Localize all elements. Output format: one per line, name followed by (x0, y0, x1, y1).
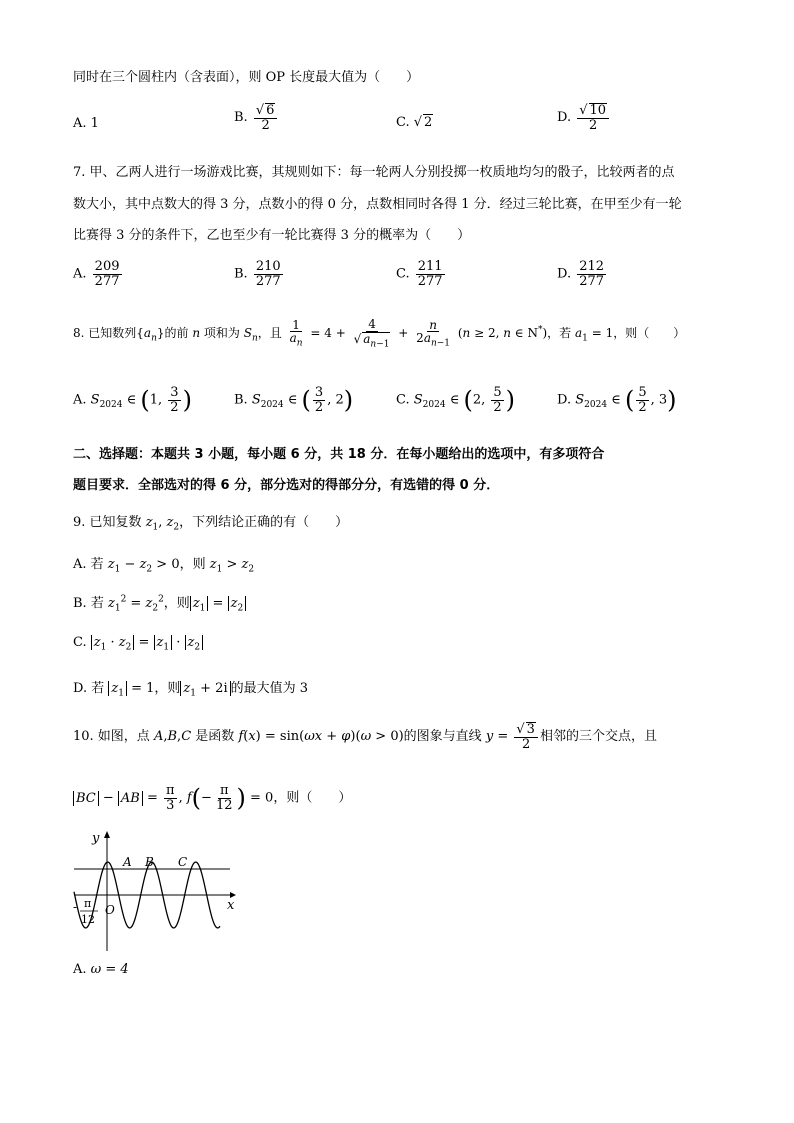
section-2-heading-line-2: 题目要求．全部选对的得 6 分，部分选对的得部分分，有选错的得 0 分． (73, 478, 500, 493)
x-axis-label: x (227, 898, 235, 913)
q7-stem-line-2: 数大小，其中点数大的得 3 分，点数小的得 0 分，点数相同时各得 1 分．经过三轮比赛，在甲至少有一轮 (73, 197, 682, 212)
twelve-label: 12 (81, 913, 95, 926)
q6-stem-tail: 同时在三个圆柱内（含表面），则 OP 长度最大值为（ ） (73, 70, 420, 85)
q7-stem-line-3: 比赛得 3 分的条件下，乙也至少有一轮比赛得 3 分的概率为（ ） (73, 228, 471, 243)
q6-option-d: D. $\frac{√ 10}{2}$ (557, 103, 611, 132)
neg-sign-label: - (73, 900, 78, 914)
q10-option-a: A. ω = 4 (73, 962, 129, 977)
q7-option-b: B. $\frac{210}{277}$ (234, 259, 281, 289)
y-axis-arrow (104, 831, 110, 838)
q10-stem-line-1: 10. 如图，点 A,B,C 是函数 f(x) = sin(ωx + φ)(ω > 0)的图象与直线 y = $\frac{√ 3}{2}$ 相邻的三个交点，且 (73, 722, 657, 752)
q6-option-a: A. 1 (73, 116, 99, 131)
q9-option-d: D. 若 $z_1 = 1$，则 $z_1 + 2i$ 的最大值为 3 (73, 681, 309, 699)
point-a-label: A (123, 855, 132, 869)
q7-option-c: C. $\frac{211}{277}$ (396, 259, 443, 289)
q9-stem: 9. 已知复数 $z_1$, $z_2$，下列结论正确的有（ ） (73, 515, 349, 533)
origin-label: O (105, 903, 115, 917)
point-c-label: C (178, 855, 188, 869)
q7-option-a: A. $\frac{209}{277}$ (73, 259, 120, 289)
q7-stem-line-1: 7. 甲、乙两人进行一场游戏比赛，其规则如下：每一轮两人分别投掷一枚质地均匀的骰子，比较两者的点 (73, 165, 675, 180)
pi-label: π (84, 897, 92, 910)
q7-option-d: D. $\frac{212}{277}$ (557, 259, 605, 289)
y-axis-label: y (92, 831, 100, 846)
q8-option-d: D. $S_{2024}$ ∈ ( $\frac{5}{2}$ , 3) (557, 385, 677, 415)
q8-stem: 8. 已知数列$\{a_n\}$的前 n 项和为 $S_n$，且 $\frac{1}{a_n}$ = 4 + $\frac{4}{√ a_{n-1}}$ + $\frac{n}{2a_{n-1}}$ (n ≥ 2, n ∈ N*)，若 $a_1 = 1$，则（ ） (73, 317, 686, 349)
section-2-heading-line-1: 二、选择题：本题共 3 小题，每小题 6 分，共 18 分．在每小题给出的选项中，有多项符合 (73, 447, 605, 462)
q8-option-b: B. $S_{2024}$ ∈ ( $\frac{3}{2}$ , 2) (234, 385, 354, 415)
q8-option-a: A. $S_{2024}$ ∈ (1, $\frac{3}{2}$ ) (73, 385, 192, 415)
q9-option-a: A. 若 $z_1 - z_2 > 0$，则 $z_1 > z_2$ (73, 557, 255, 575)
q6-option-b: B. $\frac{√ 6}{2}$ (234, 103, 279, 132)
q10-sine-graph (70, 826, 240, 956)
q9-option-b: B. 若 $z_1^2 = z_2^2$，则 $z_1 = z_2$ (73, 592, 246, 614)
q6-option-c: C. √ 2 (396, 115, 433, 130)
q10-stem-line-2: BC − AB = $\frac{\pi}{3}$ , f(− $\frac{\pi}{12}$ ) = 0，则（ ） (73, 784, 351, 812)
q9-option-c: C. $z_1 \cdot z_2 = z_1 \cdot z_2$ (73, 635, 203, 653)
point-b-label: B (145, 855, 154, 869)
q8-option-c: C. $S_{2024}$ ∈ (2, $\frac{5}{2}$ ) (396, 385, 516, 415)
